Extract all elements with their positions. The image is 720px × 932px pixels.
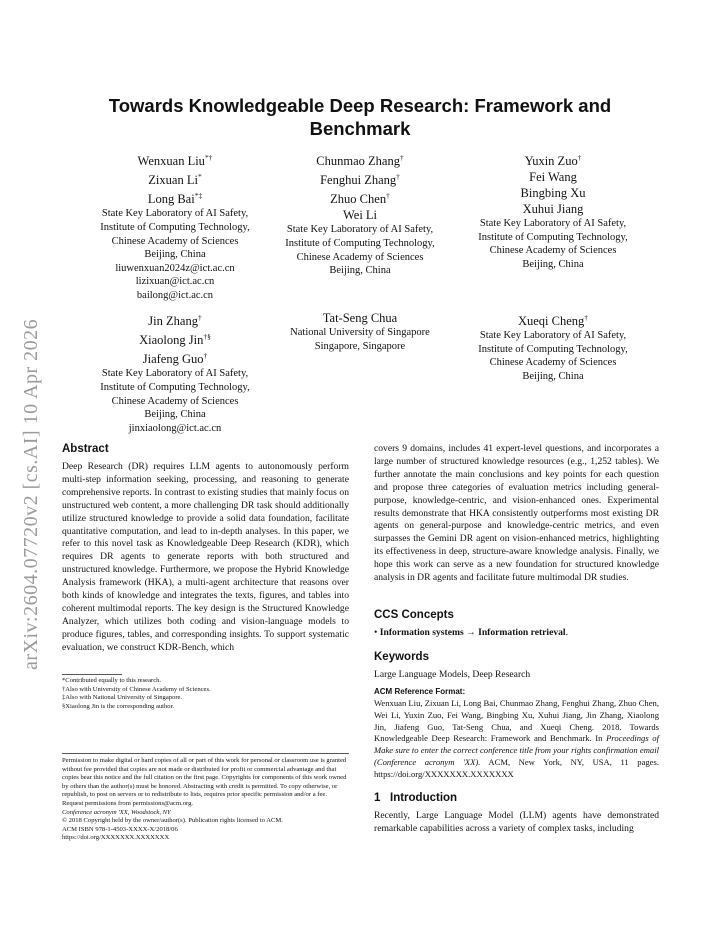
reference-tail: ACM, New York, NY, USA, 11 pages. https://doi.org/XXXXXXX.XXXXXXX (374, 756, 659, 779)
doi-line: https://doi.org/XXXXXXX.XXXXXXX (62, 834, 170, 842)
footnote-divider (62, 674, 122, 675)
author-email: bailong@ict.ac.cn (136, 290, 214, 302)
author-name: Wenxuan Liu*† (137, 153, 213, 169)
affiliation-line: Institute of Computing Technology, (478, 231, 628, 243)
affiliation-line: Beijing, China (522, 258, 584, 270)
ccs-concept-b: Information retrieval (478, 627, 566, 638)
footnote: ‡Also with National University of Singapore. (62, 694, 183, 702)
author-name: Fei Wang (529, 170, 577, 185)
footnotes (62, 677, 349, 711)
footnote: *Contributed equally to this research. (62, 677, 162, 684)
copyright-line: © 2018 Copyright held by the owner/author(s). Publication rights licensed to ACM. (62, 817, 283, 825)
author-name: Fenghui Zhang† (320, 172, 400, 188)
abstract-text-left: Deep Research (DR) requires LLM agents to autonomously perform multi-step information seeking, processing, and reasoning to generate comprehensive reports. In contrast to existing studies that mainly focus on unstructured web content, a more challenging DR task should additionally utilize structured knowledge to provide a solid data foundation, facilitate quantitative computation, and lead to in-depth analyses. In this paper, we refer to this novel task as Knowledgeable Deep Research (KDR), which requires DR agents to generate reports with both structured and unstructured knowledge. Furthermore, we propose the Hybrid Knowledge Analysis framework (HKA), a multi-agent architecture that reasons over both kinds of knowledge and integrates the texts, figures, and tables into coherent multimodal reports. The key design is the Structured Knowledge Analyzer, which utilizes both coding and vision-language models to produce figures, tables, and corresponding insights. To support systematic evaluation, we construct KDR-Bench, which (62, 461, 349, 653)
author-name: Long Bai*‡ (147, 191, 203, 207)
section-number: 1 (374, 792, 381, 804)
keywords-text: Large Language Models, Deep Research (374, 669, 531, 680)
ccs-concept-a: Information systems (379, 627, 464, 638)
keywords-heading: Keywords (374, 651, 429, 663)
abstract-heading: Abstract (62, 443, 109, 455)
ccs-heading: CCS Concepts (374, 609, 454, 621)
author-name: Xuhui Jiang (522, 202, 584, 217)
affiliation-line: Beijing, China (329, 265, 391, 277)
abstract-text-right: covers 9 domains, includes 41 expert-level questions, and incorporates a large number of structured knowledge resources (e.g., 1,252 tables). We further annotate the main conclusions and key points for each question and propose three categories of evaluation metrics including general-purpose, knowledge-centric, and vision-enhanced ones. Experimental results demonstrate that HKA consistently outperforms most existing DR agents on general-purpose and knowledge-centric metrics, and even surpasses the Gemini DR agent on vision-enhanced metrics, highlighting its effectiveness in deep, structure-aware knowledge analysis. Finally, we hope this work can serve as a new foundation for structured knowledge analysis in DR agents and facilitate future multimodal DR studies. (374, 443, 659, 584)
affiliation-line: Beijing, China (144, 249, 206, 261)
footnote: §Xiaolong Jin is the corresponding author. (62, 702, 175, 710)
affiliation-line: National University of Singapore (290, 327, 430, 338)
intro-heading (374, 792, 457, 804)
reference-venue: Proceedings of Make sure to enter the correct conference title from your rights confirmation email (Conference acronym 'XX). (374, 733, 659, 767)
paper-title: Towards Knowledgeable Deep Research: Framework and Benchmark (108, 95, 612, 139)
affiliation-line: Singapore, Singapore (314, 340, 406, 352)
author-name: Jin Zhang† (148, 313, 202, 329)
affiliation-line: Chinese Academy of Sciences (111, 235, 239, 247)
author-name: Tat-Seng Chua (322, 311, 398, 325)
permission-divider (62, 753, 349, 754)
affiliation-line: Institute of Computing Technology, (100, 382, 250, 394)
author-block-2 (255, 150, 465, 278)
arxiv-identifier-stamp: arXiv:2604.07720v2 [cs.AI] 10 Apr 2026 (20, 318, 42, 670)
ccs-arrow: → (463, 627, 479, 638)
intro-text: Recently, Large Language Model (LLM) agents have demonstrated remarkable capabilities across a variety of complex tasks, including (374, 810, 659, 834)
affiliation-line: Institute of Computing Technology, (285, 238, 435, 250)
author-name: Bingbing Xu (520, 186, 586, 201)
affiliation-line: State Key Laboratory of AI Safety, (479, 218, 627, 230)
author-name: Yuxin Zuo† (524, 153, 582, 169)
section-title: Introduction (390, 792, 458, 804)
affiliation-line: Institute of Computing Technology, (100, 222, 250, 234)
affiliation-line: Institute of Computing Technology, (478, 343, 628, 355)
ccs-end: . (565, 627, 568, 638)
author-name: Zhuo Chen† (330, 191, 390, 207)
reference-text (374, 698, 659, 781)
author-name: Zixuan Li* (148, 172, 202, 188)
affiliation-line: Chinese Academy of Sciences (296, 251, 424, 263)
reference-main: Wenxuan Liu, Zixuan Li, Long Bai, Chunmao Zhang, Fenghui Zhang, Zhuo Chen, Wei Li, Yuxin Zuo, Fei Wang, Bingbing Xu, Xuhui Jiang, Jin Zhang, Xiaolong Jin, Jiafeng Guo, Tat-Seng Chua, and Xueqi Cheng. 2018. Towards Knowledgeable Deep Research: Framework and Benchmark. In (374, 698, 659, 744)
author-name: Xiaolong Jin†§ (139, 332, 211, 348)
permission-block (62, 757, 349, 843)
isbn-line: ACM ISBN 978-1-4503-XXXX-X/2018/06 (62, 825, 178, 833)
author-block-3 (448, 150, 658, 272)
author-name: Wei Li (342, 208, 378, 223)
ccs-text (374, 627, 659, 639)
affiliation-line: Beijing, China (144, 409, 206, 421)
affiliation-line: State Key Laboratory of AI Safety, (286, 224, 434, 236)
author-block-5 (255, 310, 465, 353)
conference-line: Conference acronym 'XX, Woodstock, NY (62, 808, 171, 816)
affiliation-line: Chinese Academy of Sciences (111, 395, 239, 407)
author-email: jinxiaolong@ict.ac.cn (128, 422, 222, 434)
affiliation-line: State Key Laboratory of AI Safety, (101, 208, 249, 220)
affiliation-line: State Key Laboratory of AI Safety, (101, 368, 249, 380)
author-name: Jiafeng Guo† (142, 351, 208, 367)
author-email: liuwenxuan2024z@ict.ac.cn (115, 262, 235, 274)
affiliation-line: Beijing, China (522, 370, 584, 382)
permission-text: Permission to make digital or hard copies of all or part of this work for personal or classroom use is granted without fee provided that copies are not made or distributed for profit or commercial advantage and that copies bear this notice and the full citation on the first page. Copyrights for components of this work owned by others than the author(s) must be honored. Abstracting with credit is permitted. To copy otherwise, or republish, to post on servers or to redistribute to lists, requires prior specific permission and/or a fee. Request permissions from permissions@acm.org. (62, 757, 347, 807)
author-block-6 (448, 310, 658, 384)
ccs-bullet: • (374, 627, 380, 638)
reference-heading: ACM Reference Format: (374, 687, 466, 696)
footnote: †Also with University of Chinese Academy of Sciences. (62, 685, 211, 693)
affiliation-line: State Key Laboratory of AI Safety, (479, 330, 627, 342)
affiliation-line: Chinese Academy of Sciences (489, 245, 617, 257)
affiliation-line: Chinese Academy of Sciences (489, 357, 617, 369)
author-name: Xueqi Cheng† (517, 313, 589, 329)
author-name: Chunmao Zhang† (316, 153, 404, 169)
author-email: lizixuan@ict.ac.cn (135, 276, 215, 288)
